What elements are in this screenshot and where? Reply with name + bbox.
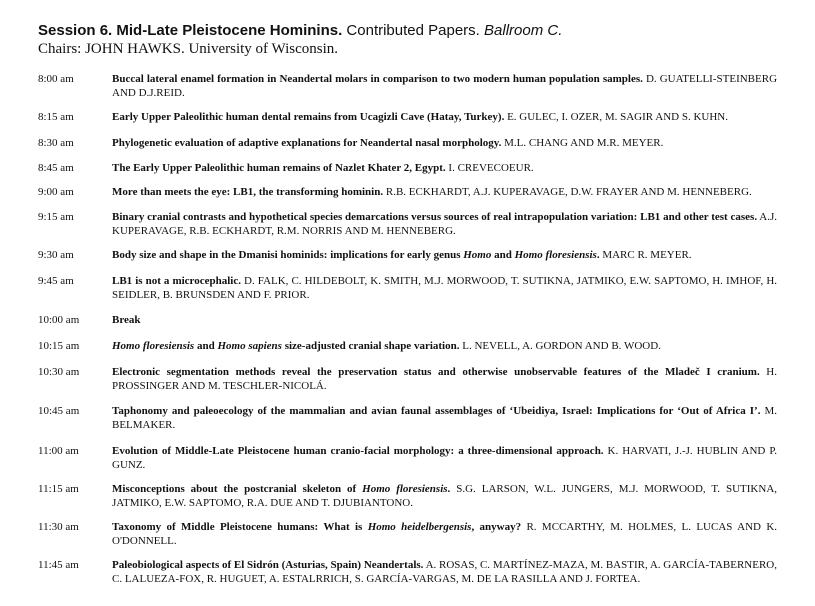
entry-authors: A. ROSAS, C. MARTÍNEZ-MAZA, M. BASTIR, A. GARCÍA-TABERNERO, C. LALUEZA-FOX, R. HUGUET, A. ESTALRRICH, S. GARCÍA-VARGAS, M. DE LA RASILLA AND J. FORTEA. [112,559,777,585]
entry-time: 11:30 am [38,521,79,533]
entry-time: 10:15 am [38,340,80,352]
entry-time: 9:45 am [38,275,74,287]
session-heading [38,21,562,40]
title-segment: size-adjusted cranial shape variation. [281,340,460,352]
entry-authors: I. CREVECOEUR. [448,162,534,174]
taxon-name: Homo floresiensis [362,483,448,495]
entry-text [112,72,777,100]
title-segment: Evolution of Middle-Late Pleistocene human cranio-facial morphology: a three-dimensional approach. [112,445,604,457]
entry-title [112,445,604,457]
entry-time: 9:15 am [38,211,74,223]
entry-text [112,339,777,353]
entry-text [112,161,777,175]
title-segment: and [491,249,515,261]
title-segment: More than meets the eye: LB1, the transforming hominin. [112,186,384,198]
title-segment: Paleobiological aspects of El Sidrón (Asturias, Spain) Neandertals. [112,559,424,571]
entry-title [112,366,760,378]
entry-authors: H. PROSSINGER AND M. TESCHLER-NICOLÁ. [112,366,777,392]
session-label: Session 6. [38,22,113,39]
entry-title [112,314,141,326]
entry-time: 10:45 am [38,405,80,417]
title-segment: Break [112,314,141,326]
entry-title [112,559,423,571]
entry-title [112,340,459,352]
entry-time: 8:00 am [38,73,74,85]
entry-authors: E. GULEC, I. OZER, M. SAGIR AND S. KUHN. [507,111,728,123]
taxon-name: Homo sapiens [217,340,282,352]
title-segment: Taxonomy of Middle Pleistocene humans: What is [112,521,368,533]
entry-authors: A.J. KUPERAVAGE, R.B. ECKHARDT, R.M. NORRIS AND M. HENNEBERG. [112,211,777,237]
entry-text [112,404,777,432]
entry-time: 10:30 am [38,366,80,378]
entry-authors: D. FALK, C. HILDEBOLT, K. SMITH, M.J. MORWOOD, T. SUTIKNA, JATMIKO, E.W. SAPTOMO, H. IMHOF, H. SEIDLER, B. BRUNSDEN AND F. PRIOR. [112,275,778,301]
entry-text [112,313,777,327]
entry-authors: S.G. LARSON, W.L. JUNGERS, M.J. MORWOOD, T. SUTIKNA, JATMIKO, E.W. SAPTOMO, R.A. DUE AND T. DJUBIANTONO. [112,483,778,509]
entry-time: 11:15 am [38,483,79,495]
entry-text [112,210,777,238]
entry-title [112,162,446,174]
entry-title [112,521,521,533]
title-segment: Misconceptions about the postcranial skeleton of [112,483,363,495]
entry-title [112,211,757,223]
entry-text [112,136,777,150]
entry-time: 8:30 am [38,137,74,149]
title-segment: The Early Upper Paleolithic human remains of Nazlet Khater 2, Egypt. [112,162,446,174]
title-segment: LB1 is not a microcephalic. [112,275,241,287]
entry-title [112,137,501,149]
taxon-name: Homo floresiensis [514,249,597,261]
entry-authors: D. GUATELLI-STEINBERG AND D.J.REID. [112,73,778,99]
entry-text [112,482,777,510]
session-type: Contributed Papers. [346,22,480,39]
entry-title [112,186,383,198]
title-segment: Buccal lateral enamel formation in Neandertal molars in comparison to two modern human population samples. [112,73,643,85]
entry-title [112,405,760,417]
entry-title [112,73,643,85]
title-segment: Taphonomy and paleoecology of the mammalian and avian faunal assemblages of ‘Ubeidiya, Israel: Implications for ‘Out of Africa I’. [112,405,761,417]
entry-authors: R. MCCARTHY, M. HOLMES, L. LUCAS AND K. O'DONNELL. [112,521,778,547]
taxon-name: Homo floresiensis [112,340,195,352]
title-segment: , anyway? [471,521,522,533]
title-segment: Body size and shape in the Dmanisi hominids: implications for early genus [112,249,464,261]
entry-title [112,275,241,287]
entry-time: 11:45 am [38,559,79,571]
entry-text [112,444,777,472]
entry-authors: M. BELMAKER. [112,405,777,431]
session-chairs: Chairs: JOHN HAWKS. University of Wisconsin. [38,41,338,57]
title-segment: Binary cranial contrasts and hypothetical species demarcations versus sources of real intrapopulation variation: LB1 and other test cases. [112,211,758,223]
entry-authors: L. NEVELL, A. GORDON AND B. WOOD. [462,340,661,352]
title-segment: . [447,483,451,495]
entry-time: 8:45 am [38,162,74,174]
taxon-name: Homo heidelbergensis [367,521,472,533]
entry-text [112,558,777,586]
entry-time: 9:30 am [38,249,74,261]
entry-text [112,110,777,124]
entry-authors: MARC R. MEYER. [602,249,692,261]
entry-text [112,365,777,393]
entry-authors: R.B. ECKHARDT, A.J. KUPERAVAGE, D.W. FRAYER AND M. HENNEBERG. [385,186,752,198]
entry-authors: K. HARVATI, J.-J. HUBLIN AND P. GUNZ. [112,445,777,471]
entry-text [112,185,777,199]
title-segment: Phylogenetic evaluation of adaptive explanations for Neandertal nasal morphology. [112,137,502,149]
title-segment: and [194,340,218,352]
entry-time: 8:15 am [38,111,74,123]
entry-time: 9:00 am [38,186,74,198]
entry-title [112,111,504,123]
entry-title [112,483,450,495]
entry-time: 10:00 am [38,314,80,326]
title-segment: Early Upper Paleolithic human dental remains from Ucagizli Cave (Hatay, Turkey). [112,111,505,123]
session-title: Mid-Late Pleistocene Hominins. [116,22,343,39]
taxon-name: Homo [463,249,492,261]
entry-text [112,248,777,262]
entry-title [112,249,600,261]
session-room: Ballroom C. [484,22,563,39]
title-segment: Electronic segmentation methods reveal the preservation status and otherwise unobservable features of the Mladeč I cranium. [112,366,760,378]
entry-time: 11:00 am [38,445,79,457]
entry-text [112,274,777,302]
entry-text [112,520,777,548]
entry-authors: M.L. CHANG AND M.R. MEYER. [504,137,664,149]
title-segment: . [596,249,600,261]
